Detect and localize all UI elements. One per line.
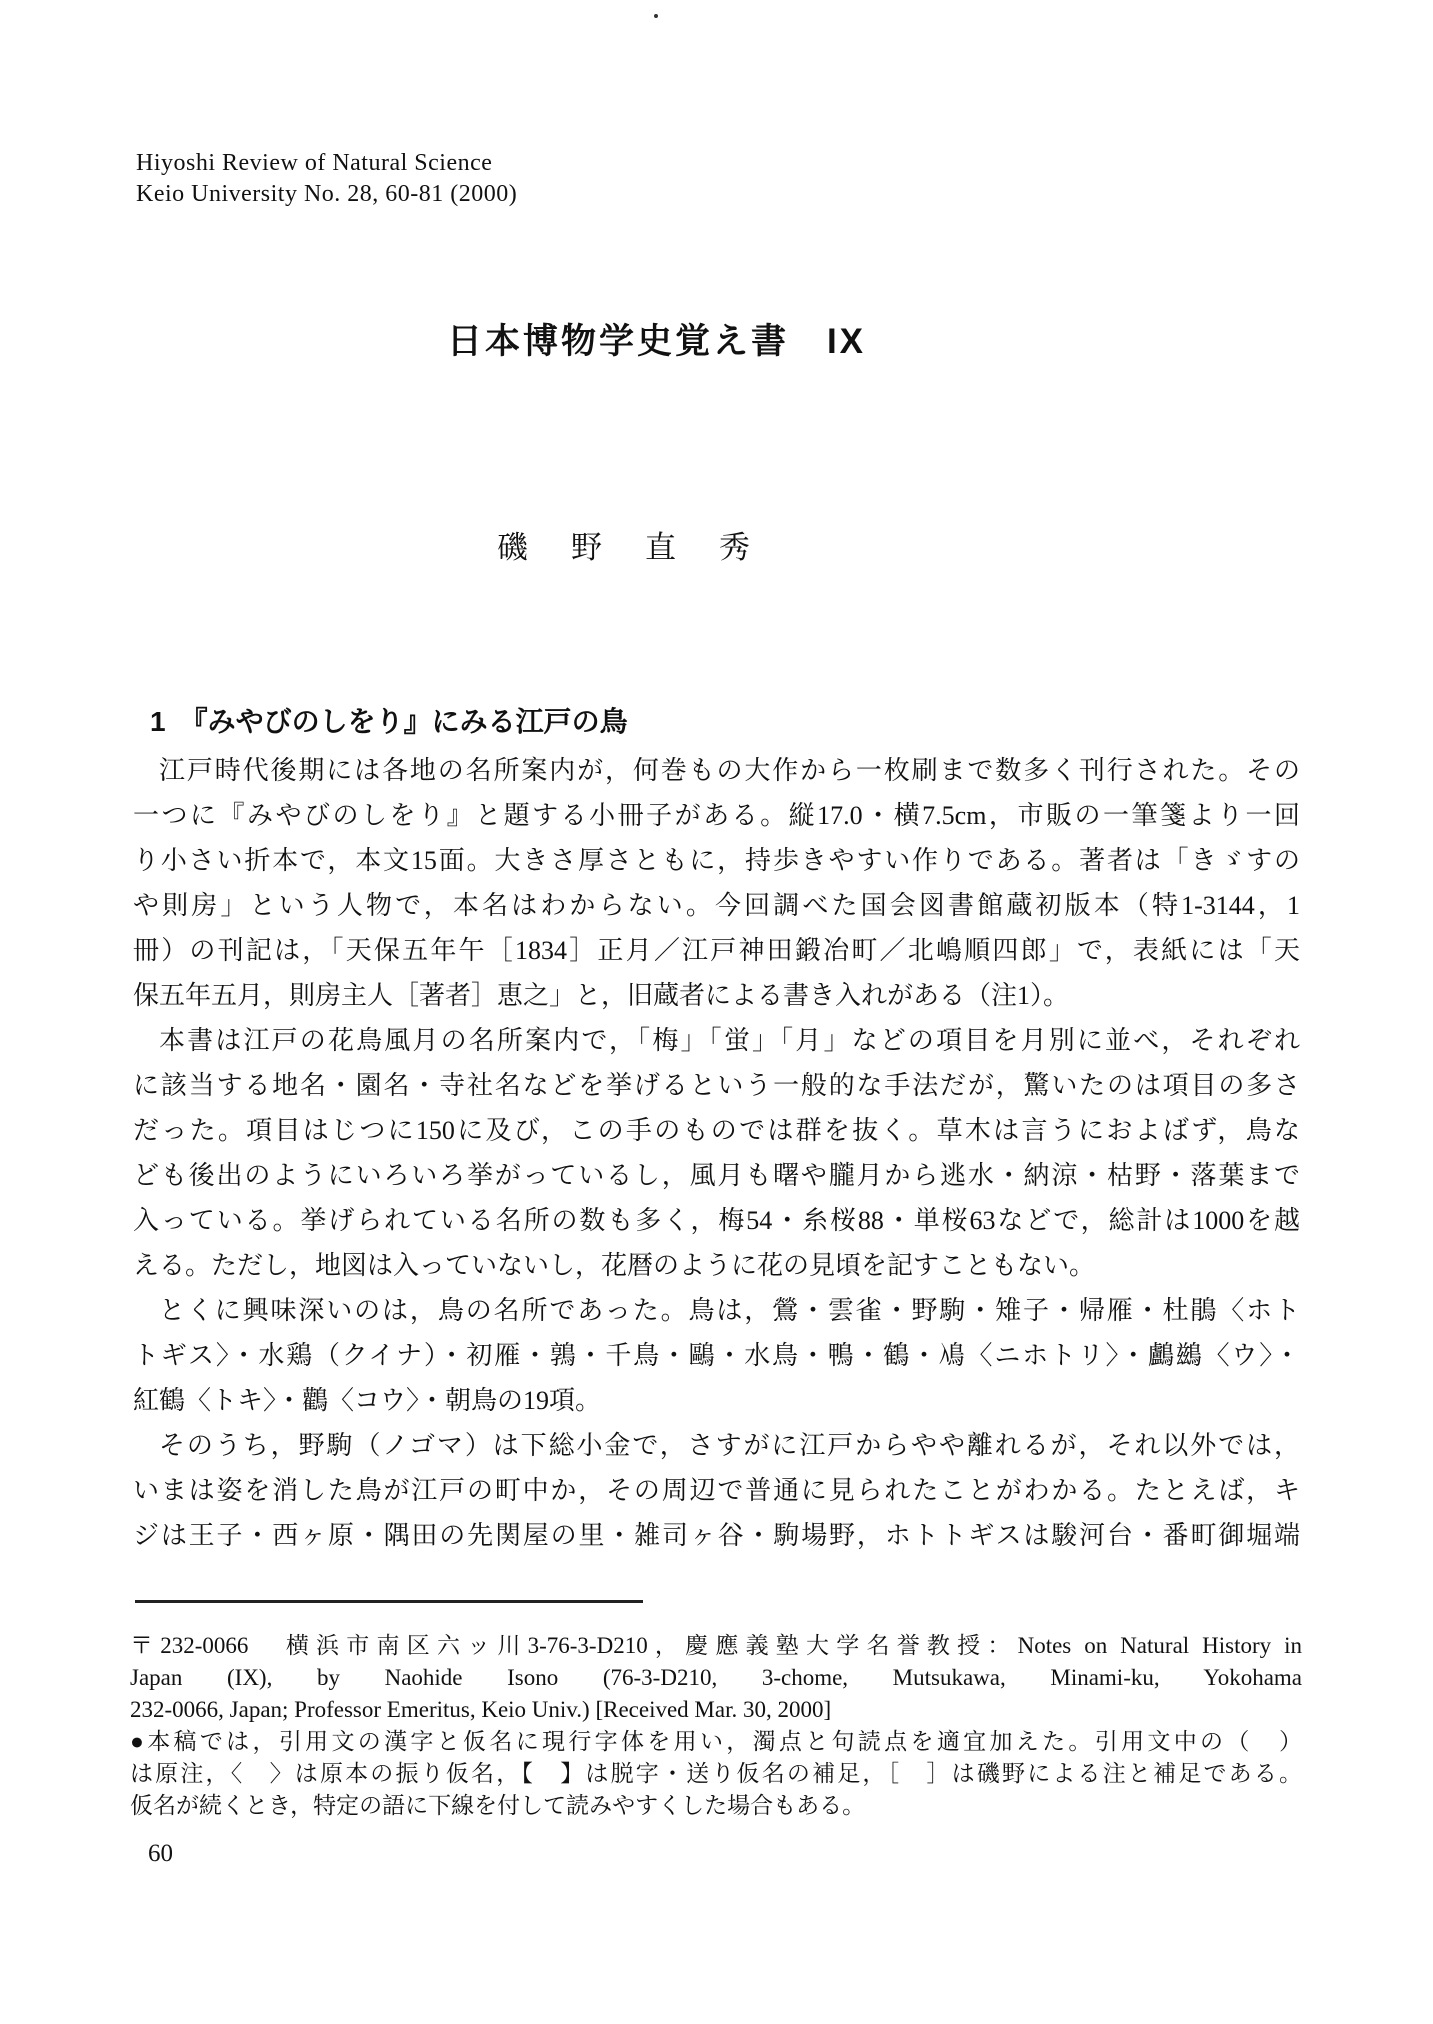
body-text [133,748,1300,1558]
footnote-line: 仮名が続くとき，特定の語に下線を付して読みやすくした場合もある。 [130,1793,866,1818]
footnote-text [130,1630,1302,1822]
body-line: に該当する地名・園名・寺社名などを挙げるという一般的な手法だが，驚いたのは項目の多さ [133,1071,1300,1100]
journal-header [136,148,517,210]
scan-artifact-dot [654,14,658,18]
body-line: そのうち，野駒（ノゴマ）は下総小金で，さすがに江戸からやや離れるが，それ以外では， [159,1431,1300,1460]
body-line: 江戸時代後期には各地の名所案内が，何巻もの大作から一枚刷まで数多く刊行された。その [159,756,1300,785]
paper-title: 日本博物学史覚え書 IX [446,322,867,361]
footnote-line: は原注，〈 〉は原本の振り仮名，【 】は脱字・送り仮名の補足，［ ］は磯野による注と補足である。 [130,1761,1302,1786]
body-line: 冊）の刊記は，「天保五年午［1834］正月／江戸神田鍛冶町／北嶋順四郎」で，表紙には「天 [133,936,1300,965]
page-number: 60 [148,1840,173,1867]
body-line: り小さい折本で，本文15面。大きさ厚さともに，持歩きやすい作りである。著者は「きゞすの [133,846,1300,875]
section-heading: 1 『みやびのしをり』にみる江戸の鳥 [150,706,628,737]
footnote-line: ●本稿では，引用文の漢字と仮名に現行字体を用い，濁点と句読点を適宜加えた。引用文中の（ ） [130,1729,1302,1754]
journal-name: Hiyoshi Review of Natural Science [136,150,493,176]
body-line: 紅鶴〈トキ〉・鸛〈コウ〉・朝鳥の19項。 [133,1386,602,1415]
footnote-divider [135,1600,643,1603]
footnote-line: Japan (IX), by Naohide Isono (76-3-D210, 3-chome, Mutsukawa, Minami-ku, Yokohama [130,1665,1302,1690]
body-line: 入っている。挙げられている名所の数も多く，梅54・糸桜88・単桜63などで，総計は1000を越 [133,1206,1300,1235]
body-line: 一つに『みやびのしをり』と題する小冊子がある。縦17.0・横7.5cm，市販の一筆箋より一回 [133,801,1300,830]
author-name: 磯 野 直 秀 [497,530,756,565]
body-line: とくに興味深いのは，鳥の名所であった。鳥は，鶯・雲雀・野駒・雉子・帰雁・杜鵑〈ホト [159,1296,1300,1325]
body-line: トギス〉・水鶏（クイナ）・初雁・鶉・千鳥・鷗・水鳥・鴨・鶴・鳰〈ニホトリ〉・鸕鷀〈ウ〉・ [133,1341,1300,1370]
journal-issue: Keio University No. 28, 60-81 (2000) [136,181,518,207]
body-line: だった。項目はじつに150に及び，この手のものでは群を抜く。草木は言うにおよばず，鳥な [133,1116,1300,1145]
body-line: 保五年五月，則房主人［著者］恵之」と，旧蔵者による書き入れがある（注1）。 [133,981,1070,1010]
body-line: ジは王子・西ヶ原・隅田の先関屋の里・雑司ヶ谷・駒場野，ホトトギスは駿河台・番町御堀端 [133,1521,1300,1550]
body-line: える。ただし，地図は入っていないし，花暦のように花の見頃を記すこともない。 [133,1251,1096,1280]
body-line: ども後出のようにいろいろ挙がっているし，風月も曙や朧月から逃水・納涼・枯野・落葉まで [133,1161,1300,1190]
body-line: いまは姿を消した鳥が江戸の町中か，その周辺で普通に見られたことがわかる。たとえば，キ [133,1476,1300,1505]
footnote-line: 232-0066, Japan; Professor Emeritus, Keio Univ.) [Received Mar. 30, 2000] [130,1697,832,1722]
body-line: や則房」という人物で，本名はわからない。今回調べた国会図書館蔵初版本（特1-3144，1 [133,891,1300,920]
body-line: 本書は江戸の花鳥風月の名所案内で，「梅」「蛍」「月」などの項目を月別に並べ，それぞれ [159,1026,1300,1055]
footnote-line: 〒232-0066 横浜市南区六ッ川3-76-3-D210，慶應義塾大学名誉教授：Notes on Natural History in [130,1633,1302,1658]
